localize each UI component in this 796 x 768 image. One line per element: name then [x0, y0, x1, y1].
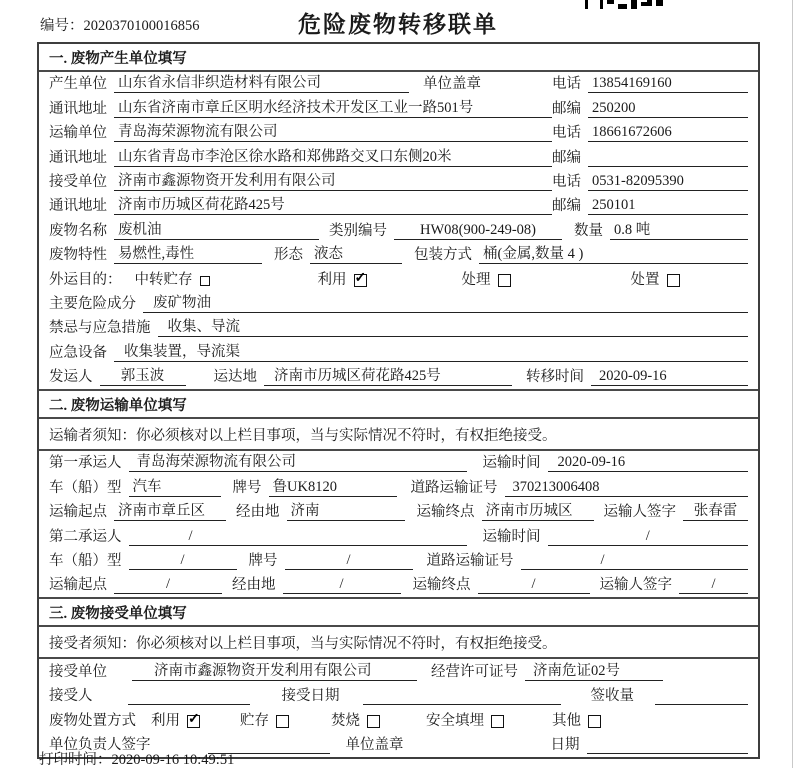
signqty-value: [655, 686, 748, 705]
vehicle2-label: 车（船）型: [49, 553, 122, 570]
document-number-label: 编号：: [40, 18, 84, 34]
producer-label: 产生单位: [49, 76, 107, 93]
form-label: 形态: [274, 247, 303, 264]
packing-label: 包装方式: [414, 247, 472, 264]
qr-code-partial-icon: [585, 0, 669, 9]
phone1-value: 13854169160: [588, 74, 748, 93]
waste-name-value: 废机油: [114, 221, 319, 240]
section1-title: 一. 废物产生单位填写: [39, 44, 758, 72]
sign1-value: 张春雷: [683, 502, 748, 521]
row-receiver-address: [39, 194, 758, 218]
character-value: 易燃性,毒性: [114, 245, 262, 264]
taboo-value: 收集、导流: [158, 318, 749, 337]
equipment-value: 收集装置，导流渠: [114, 343, 748, 362]
receiver-label: 接受单位: [49, 173, 107, 190]
phone3-value: 0531-82095390: [588, 172, 748, 191]
carrier1-label: 第一承运人: [49, 455, 122, 472]
carrier2-value: /: [129, 527, 467, 546]
section2-title: 二. 废物运输单位填写: [39, 389, 758, 419]
hazard-label: 主要危险成分: [49, 295, 136, 312]
print-time: [39, 748, 234, 768]
taboo-label: 禁忌与应急措施: [49, 320, 151, 337]
print-time-value: 2020-09-16 10:49:51: [111, 752, 235, 768]
row-recipient: [39, 684, 758, 708]
row-accept-unit: [39, 659, 758, 683]
license2-label: 道路运输证号: [426, 553, 514, 570]
via1-label: 经由地: [236, 504, 280, 521]
accept-unit-label: 接受单位: [49, 663, 107, 680]
row-transporter: [39, 121, 758, 145]
end2-label: 运输终点: [412, 577, 471, 594]
page-title: 危险废物转移联单: [298, 12, 498, 37]
sign1-label: 运输人签字: [603, 504, 676, 521]
disposal-burn-checkbox: [367, 715, 380, 728]
row-receiver: [39, 170, 758, 194]
disposal-store-checkbox: [276, 715, 289, 728]
disposal-use-label: 利用: [151, 712, 180, 729]
row-hazard: [39, 292, 758, 316]
via1-value: 济南: [287, 502, 405, 521]
receiver-notice: 接受者须知：你必须核对以上栏目事项，当与实际情况不符时，有权拒绝接受。: [39, 627, 758, 659]
time1-value: 2020-09-16: [548, 453, 749, 472]
purpose-label: 外运目的：: [49, 271, 122, 288]
row-vehicle2: [39, 549, 758, 573]
row-equipment: [39, 340, 758, 364]
recipient-value: [128, 686, 250, 705]
zip2-label: 邮编: [552, 149, 581, 166]
purpose-use-checkbox: [354, 274, 367, 287]
purpose-treat-checkbox: [498, 274, 511, 287]
unit-seal-label: 单位盖章: [423, 76, 481, 93]
destination-label: 运达地: [213, 369, 257, 386]
hazard-value: 废矿物油: [143, 294, 748, 313]
purpose-option-use-label: 利用: [317, 271, 347, 288]
disposal-use-checkbox: [187, 715, 200, 728]
time1-label: 运输时间: [482, 455, 541, 472]
purpose-option-dispose-label: 处置: [630, 271, 660, 288]
qty-label: 数量: [574, 222, 603, 239]
zip2-value: [588, 148, 748, 167]
origin2-value: /: [114, 575, 222, 594]
carrier2-label: 第二承运人: [49, 528, 122, 545]
transporter-notice: 运输者须知：你必须核对以上栏目事项，当与实际情况不符时，有权拒绝接受。: [39, 419, 758, 451]
origin1-label: 运输起点: [49, 504, 107, 521]
transporter-label: 运输单位: [49, 125, 107, 142]
time2-value: /: [548, 527, 749, 546]
addr1-value: 山东省济南市章丘区明水经济技术开发区工业一路501号: [114, 99, 552, 118]
row-producer: [39, 72, 758, 96]
license1-value: 370213006408: [505, 478, 749, 497]
head-sign-label: 单位负责人签字: [49, 736, 151, 753]
disposal-other-label: 其他: [552, 712, 581, 729]
phone1-label: 电话: [552, 76, 581, 93]
disposal-label: 废物处置方式: [49, 712, 136, 729]
plate1-value: 鲁UK8120: [269, 478, 397, 497]
row-waste-character: [39, 243, 758, 267]
qty-value: 0.8 吨: [610, 221, 748, 240]
row-taboo: [39, 316, 758, 340]
row-consignor: [39, 365, 758, 389]
disposal-landfill-checkbox: [491, 715, 504, 728]
receiver-seal-label: 单位盖章: [345, 736, 404, 753]
consignor-label: 发运人: [49, 369, 93, 386]
license2-value: /: [521, 551, 749, 570]
row-waste-name: [39, 218, 758, 242]
vehicle1-label: 车（船）型: [49, 479, 122, 496]
origin2-label: 运输起点: [49, 577, 107, 594]
purpose-dispose-checkbox: [667, 274, 680, 287]
page-edge-divider: [792, 0, 793, 768]
addr3-label: 通讯地址: [49, 198, 107, 215]
plate2-label: 牌号: [248, 553, 278, 570]
signqty-label: 签收量: [590, 688, 634, 705]
purpose-option-treat-label: 处理: [461, 271, 491, 288]
category-label: 类别编号: [329, 222, 387, 239]
row-carrier2: [39, 524, 758, 548]
disposal-store-label: 贮存: [240, 712, 269, 729]
carrier1-value: 青岛海荣源物流有限公司: [129, 453, 467, 472]
disposal-other-checkbox: [588, 715, 601, 728]
via2-label: 经由地: [232, 577, 276, 594]
zip3-value: 250101: [588, 196, 748, 215]
row-disposal: [39, 708, 758, 732]
waste-name-label: 废物名称: [49, 222, 107, 239]
phone3-label: 电话: [552, 173, 581, 190]
destination-value: 济南市历城区荷花路425号: [264, 367, 512, 386]
sign2-value: /: [679, 575, 748, 594]
receiver-value: 济南市鑫源物资开发利用有限公司: [114, 172, 552, 191]
producer-value: 山东省永信非织造材料有限公司: [114, 74, 409, 93]
permit-value: 济南危证02号: [525, 662, 663, 681]
row-carrier1: [39, 451, 758, 475]
accept-unit-value: 济南市鑫源物资开发利用有限公司: [132, 662, 417, 681]
packing-value: 桶(金属,数量 4 ): [479, 245, 748, 264]
addr2-value: 山东省青岛市李沧区徐水路和郑佛路交叉口东侧20米: [114, 148, 552, 167]
accept-date-label: 接受日期: [281, 688, 340, 705]
origin1-value: 济南市章丘区: [114, 502, 226, 521]
end1-value: 济南市历城区: [482, 502, 594, 521]
row-transporter-address: [39, 145, 758, 169]
date2-label: 日期: [550, 736, 580, 753]
row-purpose: [39, 267, 758, 291]
zip1-label: 邮编: [552, 100, 581, 117]
via2-value: /: [283, 575, 401, 594]
zip3-label: 邮编: [552, 198, 581, 215]
vehicle2-value: /: [129, 551, 237, 570]
plate1-label: 牌号: [232, 479, 262, 496]
document-number-value: 2020370100016856: [83, 18, 200, 34]
sign2-label: 运输人签字: [599, 577, 672, 594]
addr2-label: 通讯地址: [49, 149, 107, 166]
row-route1: [39, 500, 758, 524]
addr3-value: 济南市历城区荷花路425号: [114, 196, 552, 215]
phone2-value: 18661672606: [588, 123, 748, 142]
date2-value: [587, 735, 749, 754]
purpose-transfer-checkbox: [200, 276, 210, 286]
row-vehicle1: [39, 475, 758, 499]
transfer-time-label: 转移时间: [526, 369, 584, 386]
form-table: [37, 42, 760, 759]
addr1-label: 通讯地址: [49, 100, 107, 117]
equipment-label: 应急设备: [49, 344, 107, 361]
accept-date-value: [363, 686, 561, 705]
transporter-value: 青岛海荣源物流有限公司: [114, 123, 552, 142]
plate2-value: /: [285, 551, 413, 570]
transfer-time-value: 2020-09-16: [591, 367, 748, 386]
section3-title: 三. 废物接受单位填写: [39, 597, 758, 627]
phone2-label: 电话: [552, 125, 581, 142]
print-time-label: 打印时间：: [39, 752, 112, 768]
vehicle1-value: 汽车: [129, 478, 221, 497]
category-value: HW08(900-249-08): [394, 221, 562, 240]
row-producer-address: [39, 96, 758, 120]
time2-label: 运输时间: [482, 528, 541, 545]
disposal-landfill-label: 安全填埋: [426, 712, 484, 729]
permit-label: 经营许可证号: [431, 663, 518, 680]
form-value: 液态: [310, 245, 402, 264]
disposal-burn-label: 焚烧: [331, 712, 360, 729]
end1-label: 运输终点: [416, 504, 475, 521]
purpose-option-transfer-label: 中转贮存: [134, 271, 193, 288]
zip1-value: 250200: [588, 99, 748, 118]
recipient-label: 接受人: [49, 688, 93, 705]
end2-value: /: [478, 575, 590, 594]
character-label: 废物特性: [49, 247, 107, 264]
row-route2: [39, 573, 758, 597]
license1-label: 道路运输证号: [410, 479, 498, 496]
consignor-value: 郭玉波: [100, 367, 186, 386]
